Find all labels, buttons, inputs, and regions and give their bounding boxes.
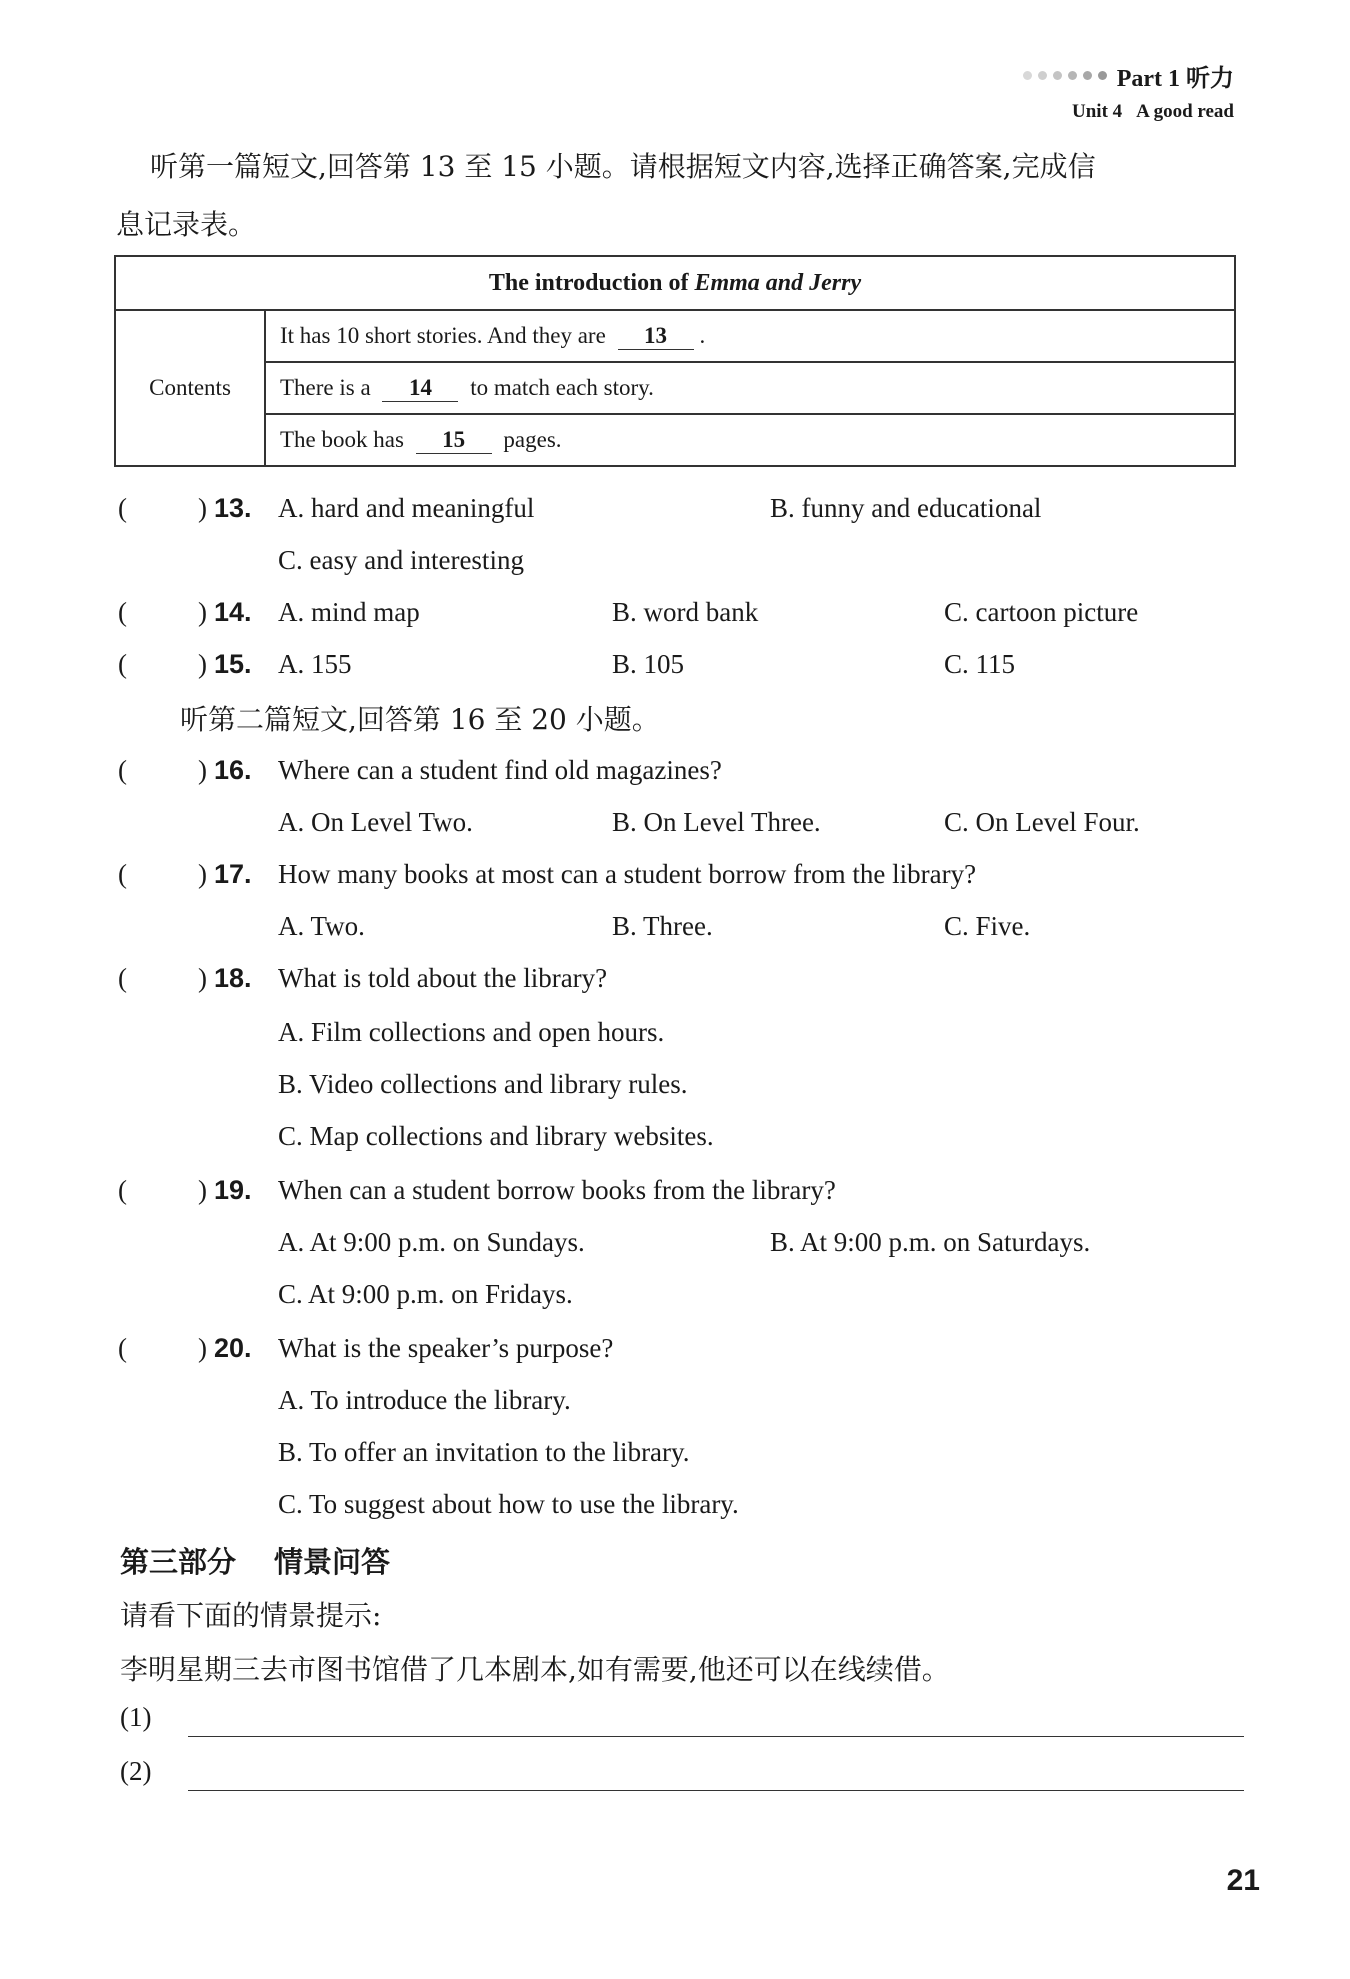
row-text: to match each story. [470, 374, 654, 400]
dot [1053, 71, 1062, 80]
question-text: When can a student borrow books from the library? [278, 1175, 836, 1205]
intro1-line2: 息记录表。 [116, 208, 257, 241]
unit-label: Unit 4 [1072, 101, 1123, 122]
question-text: Where can a student find old magazines? [278, 755, 722, 785]
decorative-dots [1023, 71, 1107, 80]
question-number: 19. [214, 1175, 252, 1205]
question-number: 15. [214, 649, 252, 679]
question-number: 18. [214, 963, 252, 993]
answer-paren-open[interactable]: ( [118, 859, 127, 889]
answer-paren-open[interactable]: ( [118, 493, 127, 523]
dot [1083, 71, 1092, 80]
answer-paren-close: ) [198, 963, 207, 993]
table-cell [265, 310, 1235, 362]
option-20a[interactable]: A. To introduce the library. [278, 1385, 571, 1415]
row-text: The book has [280, 426, 404, 452]
table-row [115, 310, 1235, 362]
dot [1098, 71, 1107, 80]
option-13b[interactable]: B. funny and educational [770, 493, 1042, 523]
option-13c[interactable]: C. easy and interesting [278, 545, 524, 575]
answer-paren-close: ) [198, 755, 207, 785]
answer-line-label: (2) [120, 1756, 152, 1786]
table-cell [265, 414, 1235, 466]
answer-paren-close: ) [198, 859, 207, 889]
question-number: 20. [214, 1333, 252, 1363]
table-row [115, 414, 1235, 466]
header-part-line [1023, 58, 1234, 93]
section3-scenario: 李明星期三去市图书馆借了几本剧本,如有需要,他还可以在线续借。 [120, 1653, 950, 1686]
dot [1023, 71, 1032, 80]
section3-title [120, 1540, 390, 1581]
blank-13[interactable]: 13 [618, 323, 694, 350]
answer-line-1 [120, 1702, 151, 1733]
option-15b[interactable]: B. 105 [612, 649, 685, 679]
question-text: What is the speaker’s purpose? [278, 1333, 614, 1363]
info-table [114, 255, 1236, 467]
blank-14[interactable]: 14 [382, 375, 458, 402]
option-20c[interactable]: C. To suggest about how to use the library. [278, 1489, 739, 1519]
option-13a[interactable]: A. hard and meaningful [278, 493, 535, 523]
option-17c[interactable]: C. Five. [944, 911, 1031, 941]
page-header [1023, 58, 1234, 123]
dot [1038, 71, 1047, 80]
intro2: 听第二篇短文,回答第 16 至 20 小题。 [180, 703, 660, 736]
option-16c[interactable]: C. On Level Four. [944, 807, 1140, 837]
intro1-line1: 听第一篇短文,回答第 13 至 15 小题。请根据短文内容,选择正确答案,完成信 [150, 150, 1096, 183]
answer-line-label: (1) [120, 1702, 152, 1732]
option-18a[interactable]: A. Film collections and open hours. [278, 1017, 665, 1047]
answer-input-2[interactable] [188, 1790, 1244, 1791]
answer-paren-open[interactable]: ( [118, 963, 127, 993]
answer-paren-open[interactable]: ( [118, 1175, 127, 1205]
option-17b[interactable]: B. Three. [612, 911, 713, 941]
answer-paren-open[interactable]: ( [118, 755, 127, 785]
table-cell [265, 362, 1235, 414]
option-17a[interactable]: A. Two. [278, 911, 365, 941]
question-number: 16. [214, 755, 252, 785]
section3-subheading: 情景问答 [274, 1545, 391, 1579]
answer-paren-close: ) [198, 649, 207, 679]
row-text: It has 10 short stories. And they are [280, 322, 606, 348]
table-title-book: Emma and Jerry [694, 269, 862, 296]
table-title-prefix: The introduction of [488, 269, 689, 296]
answer-paren-close: ) [198, 597, 207, 627]
unit-title: A good read [1136, 101, 1234, 122]
row-text: There is a [280, 374, 371, 400]
contents-label: Contents [115, 310, 265, 466]
table-title [115, 256, 1235, 310]
answer-paren-close: ) [198, 493, 207, 523]
option-15a[interactable]: A. 155 [278, 649, 352, 679]
option-14a[interactable]: A. mind map [278, 597, 420, 627]
option-18b[interactable]: B. Video collections and library rules. [278, 1069, 688, 1099]
option-19c[interactable]: C. At 9:00 p.m. on Fridays. [278, 1279, 573, 1309]
question-number: 17. [214, 859, 252, 889]
table-row [115, 362, 1235, 414]
answer-line-2 [120, 1756, 151, 1787]
option-14c[interactable]: C. cartoon picture [944, 597, 1139, 627]
option-19a[interactable]: A. At 9:00 p.m. on Sundays. [278, 1227, 585, 1257]
answer-paren-open[interactable]: ( [118, 1333, 127, 1363]
section3-prompt: 请看下面的情景提示: [120, 1599, 382, 1632]
answer-paren-close: ) [198, 1333, 207, 1363]
page-number: 21 [1226, 1864, 1260, 1897]
part-label: Part 1 [1116, 66, 1180, 92]
option-16a[interactable]: A. On Level Two. [278, 807, 473, 837]
answer-paren-open[interactable]: ( [118, 597, 127, 627]
option-15c[interactable]: C. 115 [944, 649, 1016, 679]
table-title-row [115, 256, 1235, 310]
option-18c[interactable]: C. Map collections and library websites. [278, 1121, 714, 1151]
option-19b[interactable]: B. At 9:00 p.m. on Saturdays. [770, 1227, 1091, 1257]
row-text: pages. [503, 426, 562, 452]
option-16b[interactable]: B. On Level Three. [612, 807, 821, 837]
question-number: 14. [214, 597, 252, 627]
unit-line [1023, 101, 1234, 123]
answer-paren-close: ) [198, 1175, 207, 1205]
section3-heading: 第三部分 [120, 1545, 237, 1579]
blank-15[interactable]: 15 [416, 427, 492, 454]
answer-paren-open[interactable]: ( [118, 649, 127, 679]
row-text: . [699, 322, 706, 348]
option-20b[interactable]: B. To offer an invitation to the library. [278, 1437, 690, 1467]
question-text: What is told about the library? [278, 963, 608, 993]
part-cn-label: 听力 [1186, 64, 1234, 92]
question-number: 13. [214, 493, 252, 523]
option-14b[interactable]: B. word bank [612, 597, 759, 627]
dot [1068, 71, 1077, 80]
answer-input-1[interactable] [188, 1736, 1244, 1737]
question-text: How many books at most can a student borrow from the library? [278, 859, 977, 889]
